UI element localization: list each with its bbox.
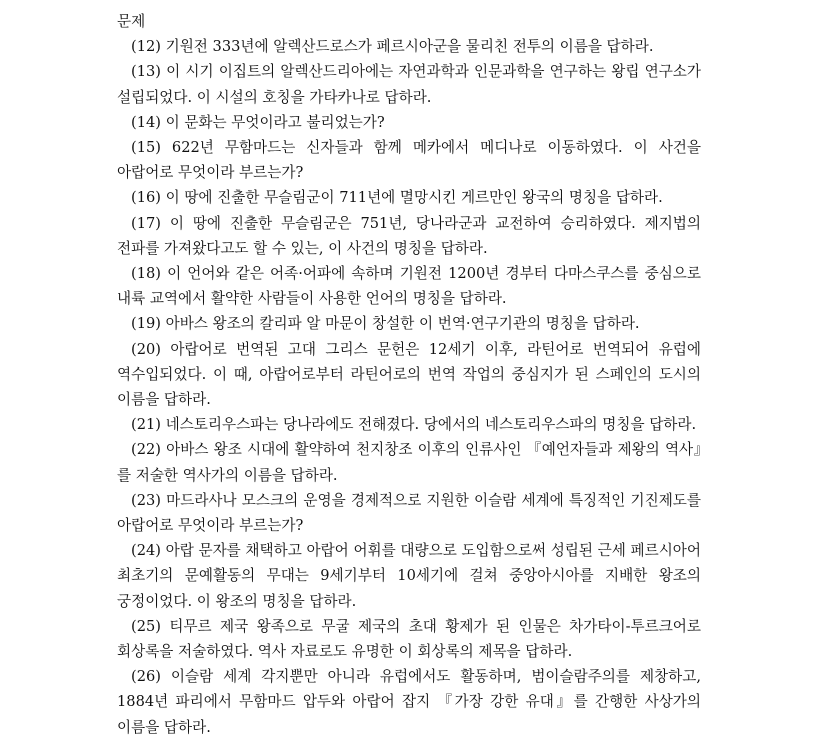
question-14: (14) 이 문화는 무엇이라고 불리었는가? <box>131 113 385 131</box>
question-18: (18) 이 언어와 같은 어족·어파에 속하며 기원전 1200년 경부터 다마스쿠스를 중심으로 내륙 교역에서 활약한 사람들이 사용한 언어의 명칭을 답하라. <box>117 265 701 308</box>
question-19: (19) 아바스 왕조의 칼리파 알 마문이 창설한 이 번역·연구기관의 명칭을 답하라. <box>131 315 640 333</box>
question-13: (13) 이 시기 이집트의 알렉산드리아에는 자연과학과 인문과학을 연구하는 왕립 연구소가 설립되었다. 이 시설의 호칭을 가타카나로 답하라. <box>117 63 701 106</box>
question-17: (17) 이 땅에 진출한 무슬림군은 751년, 당나라군과 교전하여 승리하였다. 제지법의 전파를 가져왔다고도 할 수 있는, 이 사건의 명칭을 답하라. <box>117 214 701 257</box>
section-heading: 문제 <box>117 13 146 30</box>
question-21: (21) 네스토리우스파는 당나라에도 전해졌다. 당에서의 네스토리우스파의 명칭을 답하라. <box>131 416 697 434</box>
question-16: (16) 이 땅에 진출한 무슬림군이 711년에 멸망시킨 게르만인 왕국의 명칭을 답하라. <box>131 189 663 207</box>
question-26: (26) 이슬람 세계 각지뿐만 아니라 유럽에서도 활동하며, 범이슬람주의를 제창하고, 1884년 파리에서 무함마드 압두와 아랍어 잡지 『가장 강한 유대』를 간행한 사상가의 이름을 답하라. <box>117 668 701 736</box>
question-sheet <box>117 9 701 740</box>
question-24: (24) 아랍 문자를 채택하고 아랍어 어휘를 대량으로 도입함으로써 성립된 근세 페르시아어 최초기의 문예활동의 무대는 9세기부터 10세기에 걸쳐 중앙아시아를 지배한 왕조의 궁정이었다. 이 왕조의 명칭을 답하라. <box>117 542 701 610</box>
question-25: (25) 티무르 제국 왕족으로 무굴 제국의 초대 황제가 된 인물은 차가타이-투르크어로 회상록을 저술하였다. 역사 자료로도 유명한 이 회상록의 제목을 답하라. <box>117 617 701 661</box>
question-22: (22) 아바스 왕조 시대에 활약하여 천지창조 이후의 인류사인 『예언자들과 제왕의 역사』를 저술한 역사가의 이름을 답하라. <box>117 441 701 484</box>
question-12: (12) 기원전 333년에 알렉산드로스가 페르시아군을 물리친 전투의 이름을 답하라. <box>131 38 654 56</box>
question-20: (20) 아랍어로 번역된 고대 그리스 문헌은 12세기 이후, 라틴어로 번역되어 유럽에 역수입되었다. 이 때, 아랍어로부터 라틴어로의 번역 작업의 중심지가 된 스페인의 도시의 이름을 답하라. <box>117 340 701 409</box>
question-23: (23) 마드라사나 모스크의 운영을 경제적으로 지원한 이슬람 세계에 특징적인 기진제도를 아랍어로 무엇이라 부르는가? <box>117 491 701 535</box>
question-15: (15) 622년 무함마드는 신자들과 함께 메카에서 메디나로 이동하였다. 이 사건을 아랍어로 무엇이라 부르는가? <box>117 139 701 182</box>
